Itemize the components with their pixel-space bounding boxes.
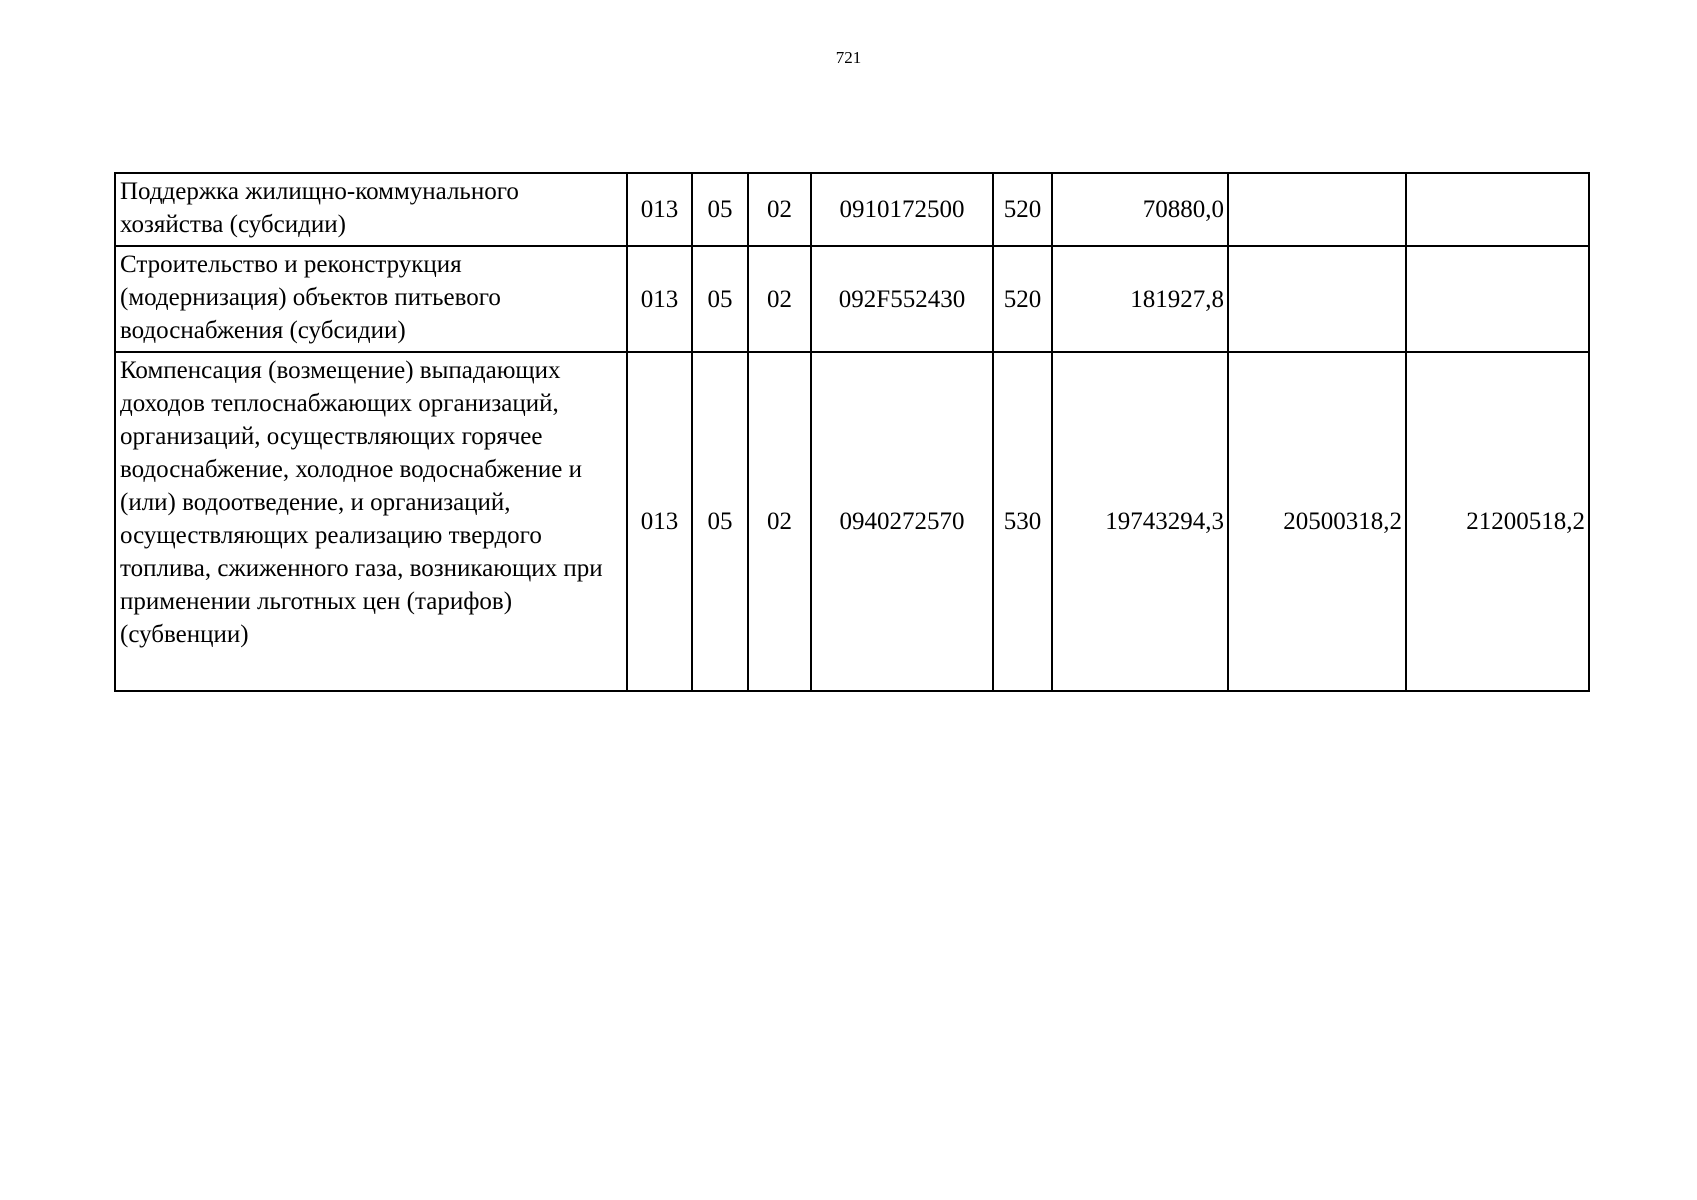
row-name-cell: Строительство и реконструкция (модернизация) объектов питьевого водоснабжения (субсидии) xyxy=(115,246,627,352)
budget-table xyxy=(114,172,1590,692)
target-article-cell: 0940272570 xyxy=(811,352,993,691)
table-row xyxy=(115,173,1589,246)
ministry-code-cell: 013 xyxy=(627,352,692,691)
section-code-cell: 05 xyxy=(692,352,748,691)
target-article-cell: 0910172500 xyxy=(811,173,993,246)
sum-year-2-cell: 20500318,2 xyxy=(1228,352,1406,691)
page-number: 721 xyxy=(835,48,862,67)
sum-year-1-cell: 70880,0 xyxy=(1052,173,1228,246)
sum-year-3-cell xyxy=(1406,173,1589,246)
sum-year-1-cell: 181927,8 xyxy=(1052,246,1228,352)
ministry-code-cell: 013 xyxy=(627,173,692,246)
subsection-code-cell: 02 xyxy=(748,352,811,691)
subsection-code-cell: 02 xyxy=(748,173,811,246)
expense-type-cell: 530 xyxy=(993,352,1052,691)
section-code-cell: 05 xyxy=(692,246,748,352)
expense-type-cell: 520 xyxy=(993,246,1052,352)
table-row xyxy=(115,246,1589,352)
sum-year-3-cell xyxy=(1406,246,1589,352)
row-name-cell: Поддержка жилищно-коммунального хозяйства (субсидии) xyxy=(115,173,627,246)
ministry-code-cell: 013 xyxy=(627,246,692,352)
table-row xyxy=(115,352,1589,691)
sum-year-3-cell: 21200518,2 xyxy=(1406,352,1589,691)
target-article-cell: 092F552430 xyxy=(811,246,993,352)
row-name-cell: Компенсация (возмещение) выпадающих доходов теплоснабжающих организаций, организаций, осуществляющих горячее водоснабжение, холодное водоснабжение и (или) водоотведение, и организаций, осуществляющих реализацию твердого топлива, сжиженного газа, возникающих при применении льготных цен (тарифов) (субвенции) xyxy=(115,352,627,691)
section-code-cell: 05 xyxy=(692,173,748,246)
subsection-code-cell: 02 xyxy=(748,246,811,352)
expense-type-cell: 520 xyxy=(993,173,1052,246)
sum-year-2-cell xyxy=(1228,173,1406,246)
sum-year-1-cell: 19743294,3 xyxy=(1052,352,1228,691)
sum-year-2-cell xyxy=(1228,246,1406,352)
